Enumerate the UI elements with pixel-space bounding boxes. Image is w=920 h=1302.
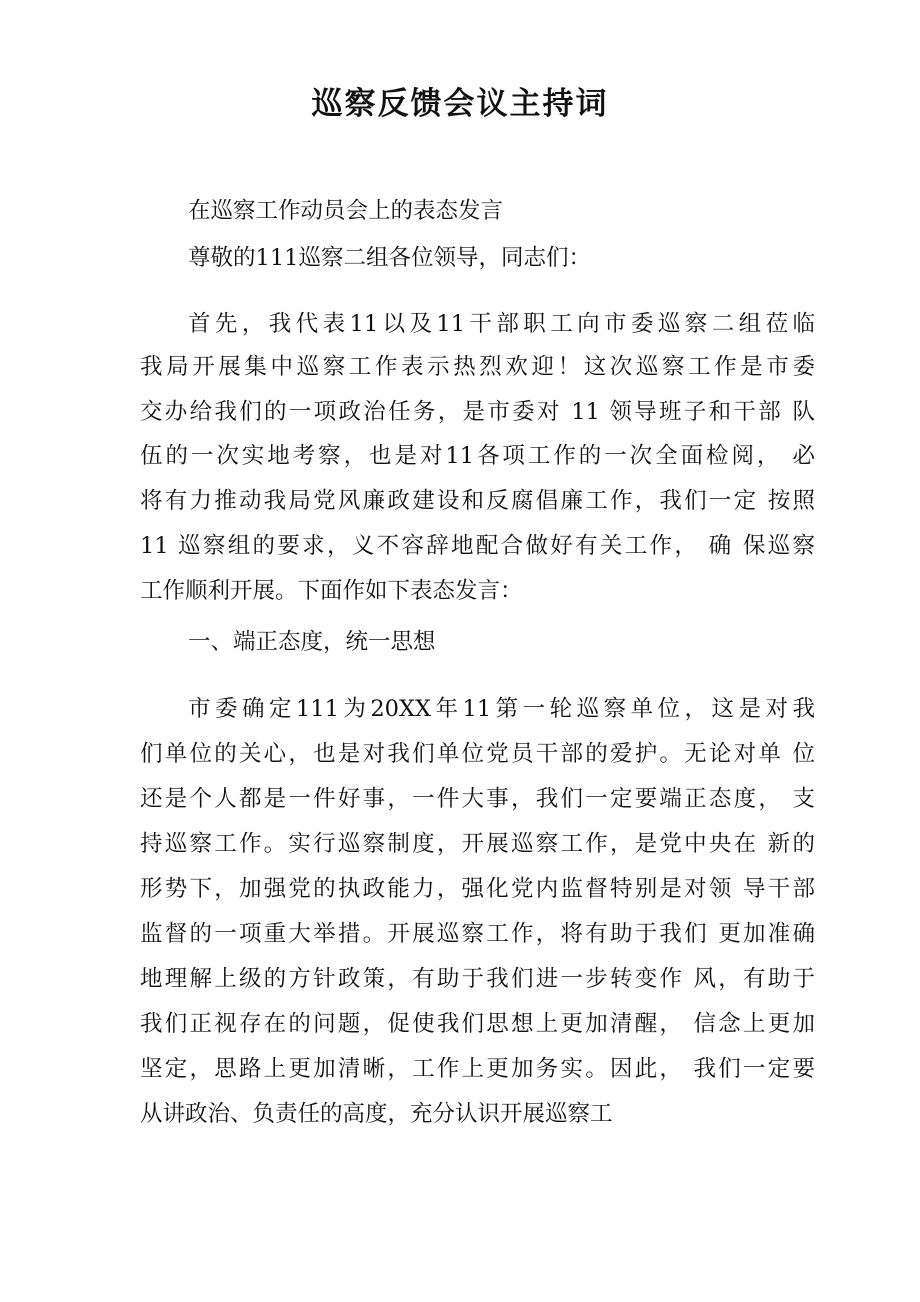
- document-title: 巡察反馈会议主持词: [311, 86, 609, 122]
- text-line: 将有力推动我局党风廉政建设和反腐倡廉工作，我们一定 按照: [140, 488, 815, 514]
- text-line: 工作顺利开展。下面作如下表态发言：: [140, 578, 523, 604]
- text-line: 尊敬的111巡察二组各位领导，同志们：: [188, 245, 591, 271]
- text-line: 形势下，加强党的执政能力，强化党内监督特别是对领 导干部: [140, 876, 815, 902]
- text-line: 首先，我代表11以及11干部职工向市委巡察二组莅临: [188, 311, 815, 337]
- text-line: 监督的一项重大举措。开展巡察工作，将有助于我们 更加准确: [140, 921, 815, 947]
- text-line: 市委确定111为20XX年11第一轮巡察单位，这是对我: [188, 696, 815, 722]
- text-line: 坚定，思路上更加清晰，工作上更加务实。因此， 我们一定要: [140, 1056, 815, 1082]
- text-line: 我局开展集中巡察工作表示热烈欢迎！这次巡察工作是市委: [140, 354, 815, 380]
- text-line: 持巡察工作。实行巡察制度，开展巡察工作，是党中央在 新的: [140, 831, 815, 857]
- text-line: 在巡察工作动员会上的表态发言: [188, 198, 504, 224]
- text-line: 11 巡察组的要求，义不容辞地配合做好有关工作， 确 保巡察: [140, 533, 815, 559]
- text-line: 还是个人都是一件好事，一件大事，我们一定要端正态度， 支: [140, 786, 815, 812]
- section-heading: 一、端正态度，统一思想: [188, 629, 436, 655]
- text-line: 从讲政治、负责任的高度，充分认识开展巡察工: [140, 1101, 613, 1127]
- text-line: 我们正视存在的问题，促使我们思想上更加清醒， 信念上更加: [140, 1011, 815, 1037]
- text-line: 伍的一次实地考察，也是对11各项工作的一次全面检阅， 必: [140, 443, 815, 469]
- text-line: 交办给我们的一项政治任务，是市委对 11 领导班子和干部 队: [140, 399, 815, 425]
- text-line: 地理解上级的方针政策，有助于我们进一步转变作 风，有助于: [140, 966, 815, 992]
- text-line: 们单位的关心，也是对我们单位党员干部的爱护。无论对单 位: [140, 741, 815, 767]
